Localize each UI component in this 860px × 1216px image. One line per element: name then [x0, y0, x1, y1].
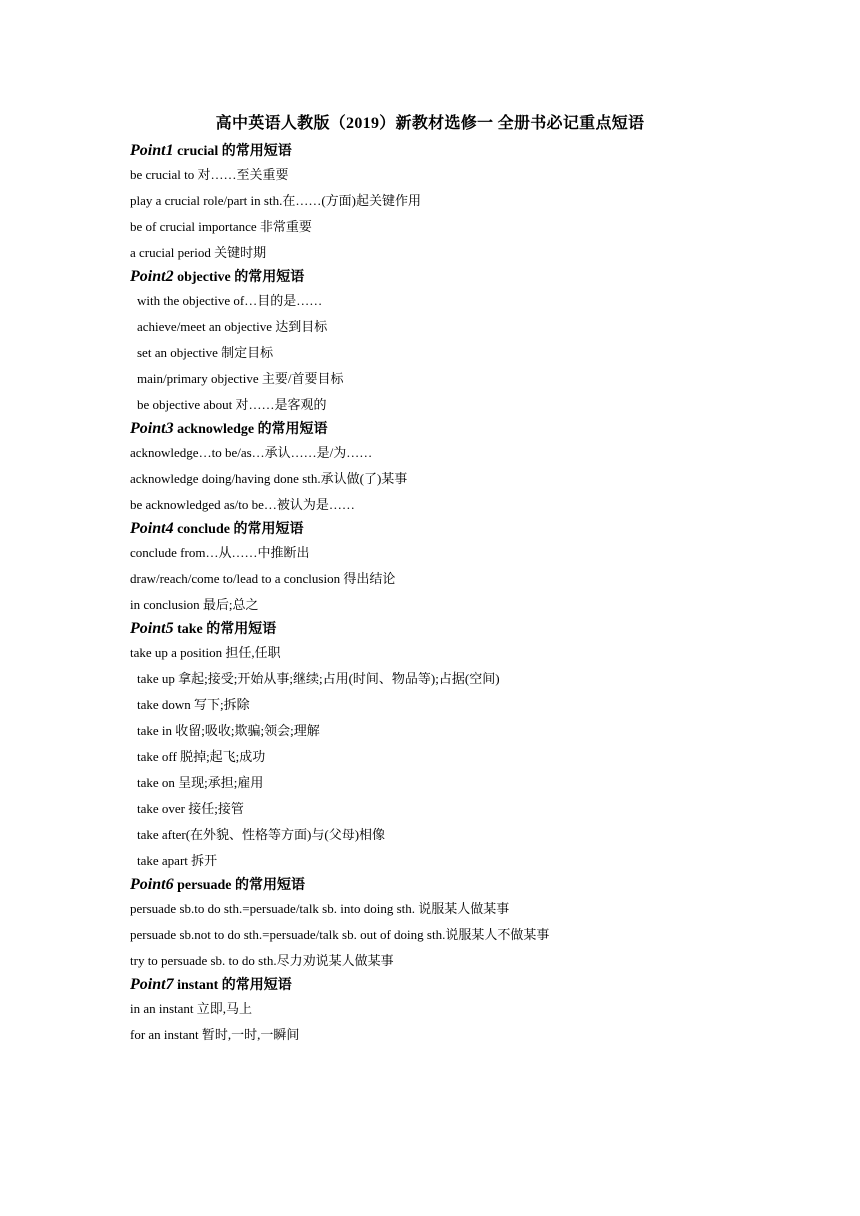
phrase-item: take up 拿起;接受;开始从事;继续;占用(时间、物品等);占据(空间): [137, 671, 500, 686]
section-point1: [130, 140, 820, 266]
phrase-item: in an instant 立即,马上: [130, 1001, 253, 1016]
phrase-item: be of crucial importance 非常重要: [130, 219, 312, 234]
section-heading: [130, 618, 820, 640]
phrase-item: be acknowledged as/to be…被认为是……: [130, 497, 355, 512]
phrase-item: take down 写下;拆除: [137, 697, 250, 712]
phrase-item: persuade sb.not to do sth.=persuade/talk sb. out of doing sth.说服某人不做某事: [130, 927, 550, 942]
phrase-item: acknowledge…to be/as…承认……是/为……: [130, 445, 373, 460]
phrase-item: be objective about 对……是客观的: [137, 397, 327, 412]
phrase-item: acknowledge doing/having done sth.承认做(了)某事: [130, 471, 408, 486]
section-heading: [130, 418, 820, 440]
section-point5: [130, 618, 820, 874]
point-title: persuade 的常用短语: [173, 878, 306, 893]
phrase-item: try to persuade sb. to do sth.尽力劝说某人做某事: [130, 953, 394, 968]
phrase-item: achieve/meet an objective 达到目标: [137, 319, 328, 334]
point-number: Point3: [130, 420, 174, 437]
phrase-item: for an instant 暂时,一时,一瞬间: [130, 1027, 300, 1042]
section-point2: [130, 266, 820, 418]
phrase-item: take over 接任;接管: [137, 801, 244, 816]
document-title: 高中英语人教版（2019）新教材选修一 全册书必记重点短语: [215, 115, 645, 132]
phrase-item: main/primary objective 主要/首要目标: [137, 371, 344, 386]
point-title: crucial 的常用短语: [173, 144, 292, 159]
point-title: instant 的常用短语: [173, 978, 292, 993]
phrase-item: take on 呈现;承担;雇用: [137, 775, 264, 790]
phrase-item: take up a position 担任,任职: [130, 645, 281, 660]
phrase-item: take in 收留;吸收;欺骗;领会;理解: [137, 723, 320, 738]
phrase-item: take off 脱掉;起飞;成功: [137, 749, 266, 764]
point-title: take 的常用短语: [173, 622, 277, 637]
section-heading: [130, 518, 820, 540]
section-point7: [130, 974, 820, 1048]
section-heading: [130, 140, 820, 162]
phrase-item: in conclusion 最后;总之: [130, 597, 259, 612]
point-number: Point6: [130, 876, 174, 893]
point-number: Point7: [130, 976, 174, 993]
phrase-item: take after(在外貌、性格等方面)与(父母)相像: [137, 827, 386, 842]
phrase-item: with the objective of…目的是……: [137, 293, 323, 308]
phrase-item: a crucial period 关键时期: [130, 245, 267, 260]
section-heading: [130, 874, 820, 896]
section-point3: [130, 418, 820, 518]
point-number: Point1: [130, 142, 174, 159]
section-heading: [130, 266, 820, 288]
phrase-item: conclude from…从……中推断出: [130, 545, 310, 560]
phrase-item: set an objective 制定目标: [137, 345, 274, 360]
phrase-item: be crucial to 对……至关重要: [130, 167, 289, 182]
phrase-item: take apart 拆开: [137, 853, 218, 868]
phrase-item: play a crucial role/part in sth.在……(方面)起关键作用: [130, 193, 421, 208]
section-point4: [130, 518, 820, 618]
point-number: Point4: [130, 520, 174, 537]
point-number: Point5: [130, 620, 174, 637]
point-title: objective 的常用短语: [173, 270, 305, 285]
point-title: conclude 的常用短语: [173, 522, 304, 537]
point-title: acknowledge 的常用短语: [173, 422, 328, 437]
section-point6: [130, 874, 820, 974]
content: [130, 140, 820, 1048]
section-heading: [130, 974, 820, 996]
phrase-item: persuade sb.to do sth.=persuade/talk sb. into doing sth. 说服某人做某事: [130, 901, 510, 916]
phrase-item: draw/reach/come to/lead to a conclusion 得出结论: [130, 571, 396, 586]
point-number: Point2: [130, 268, 174, 285]
